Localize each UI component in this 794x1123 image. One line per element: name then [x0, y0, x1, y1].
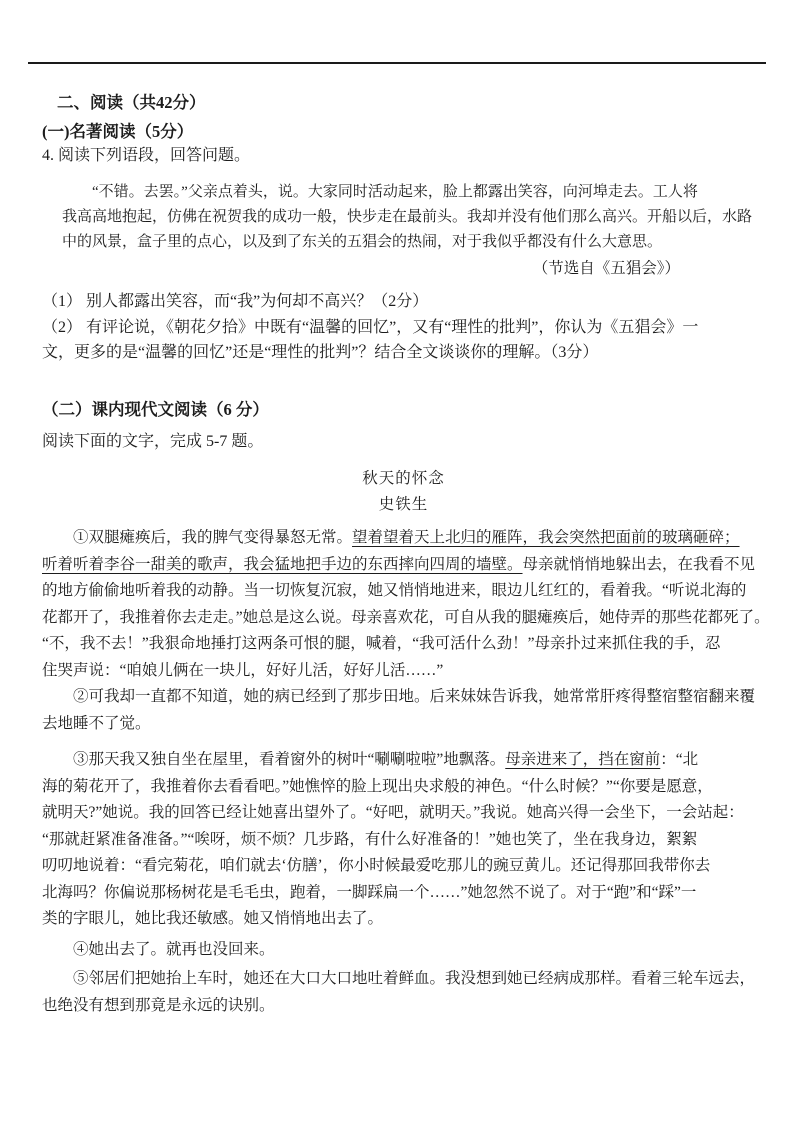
- part2-intro: 阅读下面的文字，完成 5-7 题。: [42, 433, 264, 450]
- text-segment: （1） 别人都露出笑容，而“我”为何却不高兴？（2分）: [42, 293, 429, 310]
- text-line: [42, 684, 765, 711]
- essay-paragraph: [42, 937, 765, 964]
- text-segment: ①双腿瘫痪后，我的脾气变得暴怒无常。: [42, 529, 353, 546]
- text-segment: 我高高地抱起，仿佛在祝贺我的成功一般，快步走在最前头。我却并没有他们那么高兴。开船以后，水路: [62, 209, 753, 225]
- text-line: [42, 937, 765, 964]
- text-line: [42, 552, 765, 579]
- text-line: [42, 525, 765, 552]
- text-segment: “那就赶紧准备准备。”“唉呀，烦不烦？几步路，有什么好准备的！”她也笑了，坐在我身边，絮絮: [42, 830, 698, 848]
- text-line: [42, 853, 765, 880]
- text-line: [42, 340, 765, 365]
- text-segment: ④她出去了。就再也没回来。: [42, 940, 275, 958]
- question4-intro: 4. 阅读下列语段，回答问题。: [42, 147, 251, 164]
- question-1: [42, 289, 765, 314]
- text-line: [42, 906, 765, 933]
- text-segment: 花都开了，我推着你去走走。”她总是这么说。母亲喜欢花，可自从我的腿瘫痪后，她侍弄的那些花都死了。: [42, 608, 770, 626]
- text-line: [42, 578, 765, 605]
- essay-paragraph: [42, 684, 765, 737]
- text-line: [42, 747, 765, 774]
- text-line: [62, 180, 765, 205]
- text-line: [42, 289, 765, 314]
- text-segment: 去地睡不了觉。: [42, 714, 151, 732]
- text-line: [62, 230, 765, 255]
- text-line: [42, 966, 765, 993]
- text-line: [42, 658, 765, 685]
- text-line: [42, 711, 765, 738]
- text-segment: 文，更多的是“温馨的回忆”还是“理性的批判”？结合全文谈谈你的理解。（3分）: [42, 344, 599, 361]
- text-segment: “不错。去罢。”父亲点着头，说。大家同时活动起来，脸上都露出笑容，向河埠走去。工人将: [62, 184, 698, 200]
- text-line: [42, 880, 765, 907]
- text-segment: 母亲就悄悄地躲出去，在我看不见: [522, 555, 756, 573]
- text-line: [42, 993, 765, 1020]
- text-segment: 也绝没有想到那竟是永远的诀别。: [42, 996, 275, 1014]
- essay-paragraph: [42, 747, 765, 933]
- essay-title: 秋天的怀念: [362, 470, 445, 487]
- underlined-text: 母亲进来了，挡在窗前: [505, 751, 661, 768]
- text-line: [42, 774, 765, 801]
- text-segment: 海的菊花开了，我推着你去看看吧。”她憔悴的脸上现出央求般的神色。“什么时候？”“你要是愿意，: [42, 777, 713, 795]
- text-segment: ⑤邻居们把她抬上车时，她还在大口大口地吐着鲜血。我没想到她已经病成那样。看着三轮车远去，: [42, 970, 756, 987]
- text-segment: ②可我却一直都不知道，她的病已经到了那步田地。后来妹妹告诉我，她常常肝疼得整宿整宿翻来覆: [42, 688, 756, 705]
- essay-author: 史铁生: [378, 496, 429, 513]
- text-segment: ：“北: [660, 751, 699, 768]
- section-heading: 二、阅读（共42分）: [57, 93, 206, 112]
- text-line: [62, 205, 765, 230]
- text-line: [42, 800, 765, 827]
- text-line: [42, 315, 765, 340]
- text-segment: “不，我不去！”我狠命地捶打这两条可恨的腿，喊着，“我可活什么劲！”母亲扑过来抓住我的手，忍: [42, 635, 721, 652]
- essay-body: [42, 525, 770, 1019]
- text-segment: ③那天我又独自坐在屋里，看着窗外的树叶“唰唰啦啦”地飘落。: [42, 751, 506, 768]
- essay-paragraph: [42, 525, 770, 684]
- question-2: [42, 315, 765, 365]
- text-line: [42, 605, 770, 632]
- underlined-text: 听着听着李谷一甜美的歌声，我会猛地把手边的东西摔向四周的墙壁。: [42, 555, 523, 573]
- text-segment: 就明天?”她说。我的回答已经让她喜出望外了。“好吧，就明天。”我说。她高兴得一会坐下，一会站起：: [42, 804, 744, 821]
- text-segment: 住哭声说：“咱娘儿俩在一块儿，好好儿活，好好儿活……”: [42, 661, 444, 679]
- page-content: [42, 0, 770, 1019]
- passage-block: [62, 180, 765, 255]
- text-segment: （2） 有评论说，《朝花夕拾》中既有“温馨的回忆”，又有“理性的批判”，你认为《五猖会》一: [42, 319, 699, 336]
- text-segment: 北海吗？你偏说那杨树花是毛毛虫，跑着，一脚踩扁一个……”她忽然不说了。对于“跑”和“踩”一: [42, 883, 697, 901]
- essay-paragraph: [42, 966, 765, 1019]
- text-segment: 叨叨地说着：“看完菊花，咱们就去‘仿膳’，你小时候最爱吃那儿的豌豆黄儿。还记得那回我带你去: [42, 857, 711, 874]
- passage-attribution: （节选自《五猖会》）: [532, 260, 680, 277]
- underlined-text: 望着望着天上北归的雁阵，我会突然把面前的玻璃砸碎；: [352, 529, 740, 546]
- part2-heading: （二）课内现代文阅读（6 分）: [42, 400, 269, 419]
- text-line: [42, 631, 765, 658]
- text-segment: 类的字眼儿，她比我还敏感。她又悄悄地出去了。: [42, 910, 384, 927]
- text-line: [42, 827, 765, 854]
- part1-heading: (一)名著阅读（5分）: [42, 122, 194, 141]
- text-segment: 的地方偷偷地听着我的动静。当一切恢复沉寂，她又悄悄地进来，眼边儿红红的，看着我。“听说北海的: [42, 582, 747, 599]
- text-segment: 中的风景，盒子里的点心，以及到了东关的五猖会的热闹，对于我似乎都没有什么大意思。: [62, 234, 663, 250]
